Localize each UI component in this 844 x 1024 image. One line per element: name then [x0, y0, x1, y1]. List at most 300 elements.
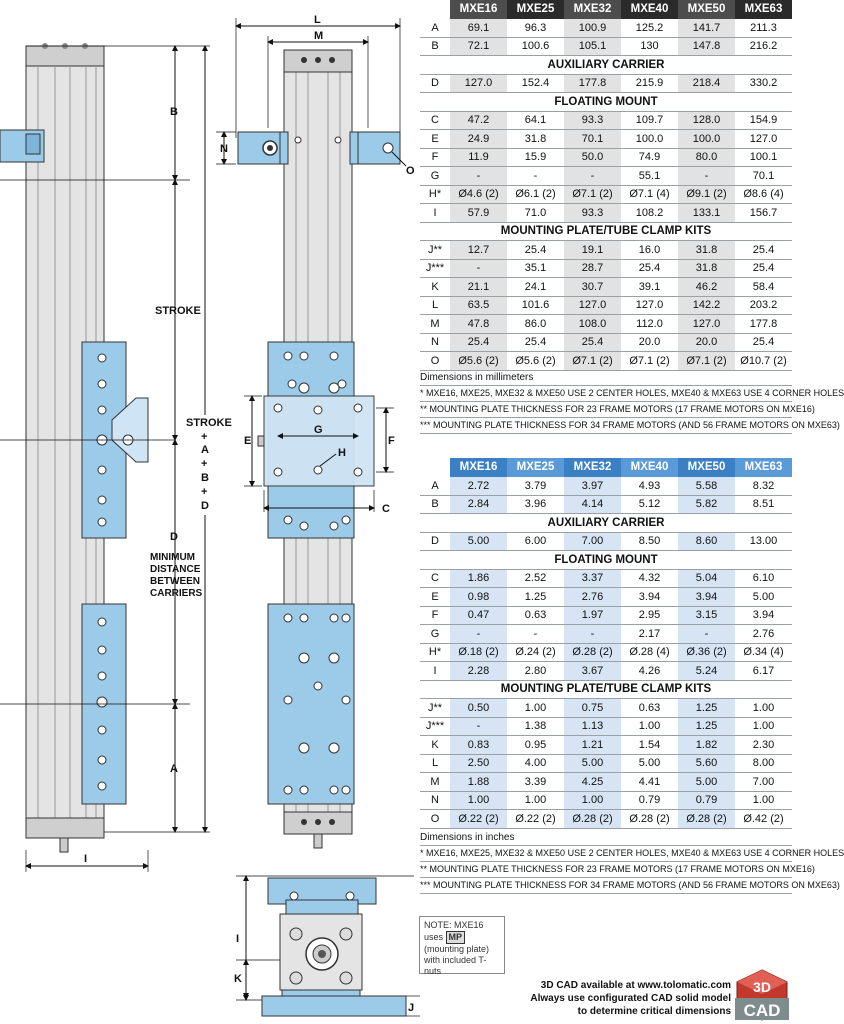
min-dist-line3: BETWEEN	[150, 576, 200, 587]
table-cell: -	[507, 625, 564, 644]
table-cell: 6.00	[507, 532, 564, 551]
in-col-header: MXE32	[564, 458, 621, 477]
row-label: I	[420, 662, 450, 681]
table-cell: 30.7	[564, 278, 621, 297]
stroke-sum-4: +	[201, 458, 208, 470]
table-cell: 127.0	[564, 296, 621, 315]
row-label: G	[420, 625, 450, 644]
table-cell: 1.00	[621, 717, 678, 736]
table-cell: 1.38	[507, 717, 564, 736]
row-label: F	[420, 148, 450, 167]
row-label: N	[420, 333, 450, 352]
in-notes	[420, 830, 844, 894]
stroke-sum-2: +	[201, 431, 208, 443]
row-label: M	[420, 315, 450, 334]
stroke-sum-3: A	[201, 444, 209, 456]
table-cell: 100.0	[621, 130, 678, 149]
in-col-header: MXE63	[735, 458, 792, 477]
table-cell: 3.39	[507, 773, 564, 792]
table-cell: 215.9	[621, 74, 678, 93]
table-row	[420, 19, 792, 38]
dim-l-label: L	[314, 14, 321, 26]
table-cell: 4.32	[621, 569, 678, 588]
row-label: D	[420, 74, 450, 93]
table-cell: 2.95	[621, 606, 678, 625]
table-cell: Ø9.1 (2)	[678, 185, 735, 204]
table-row	[420, 37, 792, 56]
table-row	[420, 315, 792, 334]
table-cell: 152.4	[507, 74, 564, 93]
table-cell: 25.4	[735, 241, 792, 260]
in-aux-title: AUXILIARY CARRIER	[420, 514, 792, 533]
row-label: D	[420, 532, 450, 551]
cad-availability-text	[530, 979, 731, 1018]
table-cell: 105.1	[564, 37, 621, 56]
table-cell: 35.1	[507, 259, 564, 278]
cad-logo-bottom: CAD	[743, 1001, 781, 1020]
table-row	[420, 495, 792, 514]
table-cell: 1.13	[564, 717, 621, 736]
table-cell: 74.9	[621, 148, 678, 167]
table-cell: 1.88	[450, 773, 507, 792]
table-cell: 1.00	[735, 699, 792, 718]
row-label: A	[420, 477, 450, 496]
table-cell: 5.24	[678, 662, 735, 681]
cad-line3: to determine critical dimensions	[577, 1006, 731, 1017]
table-cell: 154.9	[735, 111, 792, 130]
in-rows-float	[420, 569, 792, 680]
row-label: J**	[420, 699, 450, 718]
dim-c-label: C	[382, 503, 390, 515]
table-cell: 0.47	[450, 606, 507, 625]
dim-b-label: B	[170, 106, 178, 118]
row-label: C	[420, 569, 450, 588]
mm-note-3: *** MOUNTING PLATE THICKNESS FOR 34 FRAME MOTORS (AND 56 FRAME MOTORS ON MXE63)	[420, 418, 792, 434]
in-col-header: MXE25	[507, 458, 564, 477]
table-cell: 127.0	[678, 315, 735, 334]
dim-e-label: E	[244, 435, 252, 447]
row-label: J***	[420, 259, 450, 278]
table-cell: 8.00	[735, 754, 792, 773]
table-row	[420, 736, 792, 755]
table-cell: 7.00	[735, 773, 792, 792]
table-cell: 57.9	[450, 204, 507, 223]
table-cell: -	[450, 625, 507, 644]
table-row	[420, 754, 792, 773]
in-col-header: MXE40	[621, 458, 678, 477]
table-cell: 1.25	[678, 699, 735, 718]
row-label: B	[420, 37, 450, 56]
in-col-header: MXE50	[678, 458, 735, 477]
table-row	[420, 810, 792, 829]
dim-a-label: A	[170, 763, 178, 775]
table-cell: 2.30	[735, 736, 792, 755]
stroke-sum-1: STROKE	[186, 417, 232, 429]
table-cell: 1.97	[564, 606, 621, 625]
table-cell: 0.63	[507, 606, 564, 625]
table-cell: Ø6.1 (2)	[507, 185, 564, 204]
cad-line2: Always use configurated CAD solid model	[530, 993, 731, 1004]
table-cell: -	[450, 259, 507, 278]
table-cell: 86.0	[507, 315, 564, 334]
stroke-sum-7: D	[201, 500, 209, 512]
dim-h-label: H	[338, 447, 346, 459]
cad-logo-top: 3D	[753, 979, 771, 995]
table-cell: 25.4	[564, 333, 621, 352]
table-cell: 1.00	[564, 791, 621, 810]
side-note-line4: with included T-nuts	[424, 955, 487, 976]
table-cell: 4.93	[621, 477, 678, 496]
table-row	[420, 532, 792, 551]
table-cell: 4.41	[621, 773, 678, 792]
cad-line1[interactable]: 3D CAD available at www.tolomatic.com	[540, 980, 731, 991]
min-dist-line2: DISTANCE	[150, 564, 201, 575]
mm-col-header: MXE50	[678, 0, 735, 19]
table-cell: 3.94	[735, 606, 792, 625]
table-cell: 47.2	[450, 111, 507, 130]
table-row	[420, 333, 792, 352]
table-cell: 1.00	[507, 699, 564, 718]
table-cell: 127.0	[621, 296, 678, 315]
table-cell: 108.0	[564, 315, 621, 334]
table-cell: 12.7	[450, 241, 507, 260]
table-cell: 5.60	[678, 754, 735, 773]
table-cell: 71.0	[507, 204, 564, 223]
table-cell: 1.54	[621, 736, 678, 755]
table-cell: 5.00	[678, 773, 735, 792]
table-cell: 8.60	[678, 532, 735, 551]
table-row	[420, 773, 792, 792]
mm-rows-float	[420, 111, 792, 222]
table-cell: 15.9	[507, 148, 564, 167]
table-cell: 0.95	[507, 736, 564, 755]
mm-col-header: MXE16	[450, 0, 507, 19]
table-cell: 218.4	[678, 74, 735, 93]
table-cell: -	[450, 717, 507, 736]
min-dist-line4: CARRIERS	[150, 588, 203, 599]
table-cell: 31.8	[678, 241, 735, 260]
table-cell: 25.4	[735, 333, 792, 352]
mp-badge: MP	[446, 931, 466, 944]
table-cell: 5.00	[450, 532, 507, 551]
mm-float-title: FLOATING MOUNT	[420, 93, 792, 112]
table-cell: 6.10	[735, 569, 792, 588]
table-cell: Ø8.6 (4)	[735, 185, 792, 204]
table-cell: Ø7.1 (2)	[564, 185, 621, 204]
mm-note-1: * MXE16, MXE25, MXE32 & MXE50 USE 2 CENTER HOLES, MXE40 & MXE63 USE 4 CORNER HOLES	[420, 386, 792, 402]
row-label: K	[420, 736, 450, 755]
table-cell: Ø7.1 (2)	[678, 352, 735, 371]
table-cell: -	[678, 625, 735, 644]
table-row	[420, 625, 792, 644]
mm-col-header: MXE32	[564, 0, 621, 19]
row-label: E	[420, 130, 450, 149]
mxe16-note	[419, 916, 505, 974]
table-cell: Ø5.6 (2)	[507, 352, 564, 371]
table-cell: Ø.24 (2)	[507, 643, 564, 662]
row-label: F	[420, 606, 450, 625]
table-row	[420, 717, 792, 736]
table-cell: 5.82	[678, 495, 735, 514]
table-cell: 70.1	[564, 130, 621, 149]
table-cell: 2.76	[735, 625, 792, 644]
dim-o-label: O	[406, 165, 415, 177]
dim-k-label: K	[234, 973, 242, 985]
mm-col-header: MXE25	[507, 0, 564, 19]
row-label: M	[420, 773, 450, 792]
mm-aux-title: AUXILIARY CARRIER	[420, 56, 792, 75]
table-cell: 2.52	[507, 569, 564, 588]
side-note-line2: uses	[424, 932, 444, 942]
table-cell: 100.9	[564, 19, 621, 38]
table-cell: 1.21	[564, 736, 621, 755]
table-cell: 1.82	[678, 736, 735, 755]
table-cell: Ø10.7 (2)	[735, 352, 792, 371]
in-note-2: ** MOUNTING PLATE THICKNESS FOR 23 FRAME MOTORS (17 FRAME MOTORS ON MXE16)	[420, 862, 792, 878]
table-cell: Ø.28 (4)	[621, 643, 678, 662]
table-cell: 0.50	[450, 699, 507, 718]
table-cell: 16.0	[621, 241, 678, 260]
table-cell: 70.1	[735, 167, 792, 186]
table-cell: 100.0	[678, 130, 735, 149]
table-cell: 177.8	[564, 74, 621, 93]
table-cell: 4.26	[621, 662, 678, 681]
table-cell: 147.8	[678, 37, 735, 56]
table-cell: 55.1	[621, 167, 678, 186]
mm-dimension-table	[420, 0, 792, 371]
table-cell: Ø.22 (2)	[450, 810, 507, 829]
mm-rows-plate	[420, 241, 792, 371]
dim-stroke-label: STROKE	[155, 305, 201, 317]
table-cell: 125.2	[621, 19, 678, 38]
table-cell: 2.17	[621, 625, 678, 644]
row-label: C	[420, 111, 450, 130]
table-cell: 7.00	[564, 532, 621, 551]
table-cell: 80.0	[678, 148, 735, 167]
in-note-3: *** MOUNTING PLATE THICKNESS FOR 34 FRAME MOTORS (AND 56 FRAME MOTORS ON MXE63)	[420, 878, 792, 894]
table-cell: 21.1	[450, 278, 507, 297]
table-row	[420, 74, 792, 93]
table-row	[420, 477, 792, 496]
row-label: L	[420, 754, 450, 773]
table-cell: 5.00	[735, 588, 792, 607]
table-cell: 4.00	[507, 754, 564, 773]
table-row	[420, 662, 792, 681]
table-cell: 93.3	[564, 111, 621, 130]
in-rows-aux	[420, 532, 792, 551]
table-cell: 3.15	[678, 606, 735, 625]
inch-dimension-table	[420, 458, 792, 829]
stroke-sum-6: +	[201, 486, 208, 498]
table-cell: 128.0	[678, 111, 735, 130]
row-label: E	[420, 588, 450, 607]
table-row	[420, 204, 792, 223]
table-cell: Ø5.6 (2)	[450, 352, 507, 371]
table-cell: 8.51	[735, 495, 792, 514]
dim-g-label: G	[314, 424, 323, 436]
table-cell: 130	[621, 37, 678, 56]
table-cell: 3.96	[507, 495, 564, 514]
row-label: I	[420, 204, 450, 223]
table-cell: -	[564, 625, 621, 644]
table-cell: 156.7	[735, 204, 792, 223]
table-cell: 20.0	[621, 333, 678, 352]
in-col-header: MXE16	[450, 458, 507, 477]
dim-m-label: M	[314, 30, 324, 42]
table-row	[420, 167, 792, 186]
in-note-1: * MXE16, MXE25, MXE32 & MXE50 USE 2 CENTER HOLES, MXE40 & MXE63 USE 4 CORNER HOLES	[420, 846, 792, 862]
table-cell: -	[507, 167, 564, 186]
table-cell: 0.75	[564, 699, 621, 718]
table-cell: 20.0	[678, 333, 735, 352]
table-cell: 47.8	[450, 315, 507, 334]
table-cell: 31.8	[507, 130, 564, 149]
table-cell: 11.9	[450, 148, 507, 167]
table-cell: 28.7	[564, 259, 621, 278]
table-cell: Ø4.6 (2)	[450, 185, 507, 204]
table-cell: 2.84	[450, 495, 507, 514]
table-cell: 25.4	[450, 333, 507, 352]
table-cell: 3.94	[678, 588, 735, 607]
dim-f-label: F	[388, 435, 395, 447]
table-cell: 3.79	[507, 477, 564, 496]
mm-units-note: Dimensions in millimeters	[420, 370, 792, 386]
table-row	[420, 241, 792, 260]
table-cell: 19.1	[564, 241, 621, 260]
table-cell: Ø7.1 (4)	[621, 185, 678, 204]
3d-cad-logo-icon[interactable]	[733, 968, 791, 1022]
mm-col-header: MXE63	[735, 0, 792, 19]
table-cell: -	[450, 167, 507, 186]
mm-notes	[420, 370, 844, 434]
table-cell: 58.4	[735, 278, 792, 297]
table-row	[420, 111, 792, 130]
row-label: O	[420, 352, 450, 371]
table-cell: 1.00	[450, 791, 507, 810]
table-cell: 100.1	[735, 148, 792, 167]
table-cell: 1.00	[735, 717, 792, 736]
table-cell: Ø.36 (2)	[678, 643, 735, 662]
row-label: A	[420, 19, 450, 38]
table-cell: 63.5	[450, 296, 507, 315]
table-cell: 6.17	[735, 662, 792, 681]
table-cell: Ø7.1 (2)	[621, 352, 678, 371]
row-label: H*	[420, 643, 450, 662]
mm-header-row	[420, 0, 792, 19]
mm-rows-top	[420, 19, 792, 56]
table-cell: 0.98	[450, 588, 507, 607]
in-rows-plate	[420, 699, 792, 829]
table-cell: 8.50	[621, 532, 678, 551]
table-cell: 93.3	[564, 204, 621, 223]
table-cell: 24.1	[507, 278, 564, 297]
table-cell: 1.00	[735, 791, 792, 810]
row-label: J**	[420, 241, 450, 260]
table-cell: 25.4	[507, 333, 564, 352]
table-cell: Ø.22 (2)	[507, 810, 564, 829]
table-cell: 46.2	[678, 278, 735, 297]
in-plate-title: MOUNTING PLATE/TUBE CLAMP KITS	[420, 680, 792, 699]
table-cell: -	[564, 167, 621, 186]
table-cell: 0.83	[450, 736, 507, 755]
table-cell: Ø.18 (2)	[450, 643, 507, 662]
side-note-line1: NOTE: MXE16	[424, 920, 484, 930]
table-cell: 0.79	[678, 791, 735, 810]
table-cell: 216.2	[735, 37, 792, 56]
table-cell: 3.67	[564, 662, 621, 681]
table-cell: 25.4	[735, 259, 792, 278]
table-cell: 69.1	[450, 19, 507, 38]
table-cell: 2.50	[450, 754, 507, 773]
table-cell: 108.2	[621, 204, 678, 223]
table-cell: 177.8	[735, 315, 792, 334]
in-units-note: Dimensions in inches	[420, 830, 792, 846]
table-row	[420, 259, 792, 278]
in-header-row	[420, 458, 792, 477]
table-cell: 3.37	[564, 569, 621, 588]
table-cell: 101.6	[507, 296, 564, 315]
table-row	[420, 352, 792, 371]
table-cell: 3.97	[564, 477, 621, 496]
table-cell: 25.4	[621, 259, 678, 278]
table-row	[420, 278, 792, 297]
table-cell: 5.58	[678, 477, 735, 496]
table-cell: 31.8	[678, 259, 735, 278]
table-cell: Ø.28 (2)	[621, 810, 678, 829]
table-cell: 3.94	[621, 588, 678, 607]
table-cell: 142.2	[678, 296, 735, 315]
table-cell: 4.14	[564, 495, 621, 514]
row-label: O	[420, 810, 450, 829]
row-label: L	[420, 296, 450, 315]
table-cell: 8.32	[735, 477, 792, 496]
dim-j-label: J	[408, 1002, 415, 1014]
side-note-line3: (mounting plate)	[424, 944, 490, 954]
min-dist-line1: MINIMUM	[150, 552, 195, 563]
table-cell: 127.0	[735, 130, 792, 149]
table-cell: 2.72	[450, 477, 507, 496]
table-row	[420, 606, 792, 625]
table-cell: 1.86	[450, 569, 507, 588]
table-cell: 4.25	[564, 773, 621, 792]
in-rows-top	[420, 477, 792, 514]
dim-i-label: I	[84, 853, 88, 865]
table-cell: 133.1	[678, 204, 735, 223]
end-view	[234, 876, 420, 1016]
row-label: G	[420, 167, 450, 186]
table-cell: 39.1	[621, 278, 678, 297]
table-cell: Ø.34 (4)	[735, 643, 792, 662]
table-cell: 72.1	[450, 37, 507, 56]
table-cell: Ø.28 (2)	[678, 810, 735, 829]
table-cell: 13.00	[735, 532, 792, 551]
in-float-title: FLOATING MOUNT	[420, 551, 792, 570]
front-view	[216, 14, 415, 848]
mm-plate-title: MOUNTING PLATE/TUBE CLAMP KITS	[420, 222, 792, 241]
table-row	[420, 588, 792, 607]
table-cell: 100.6	[507, 37, 564, 56]
table-row	[420, 791, 792, 810]
row-label: B	[420, 495, 450, 514]
row-label: J***	[420, 717, 450, 736]
table-row	[420, 699, 792, 718]
row-label: K	[420, 278, 450, 297]
row-label: N	[420, 791, 450, 810]
table-cell: 1.25	[678, 717, 735, 736]
row-label: H*	[420, 185, 450, 204]
mm-rows-aux	[420, 74, 792, 93]
table-cell: 64.1	[507, 111, 564, 130]
